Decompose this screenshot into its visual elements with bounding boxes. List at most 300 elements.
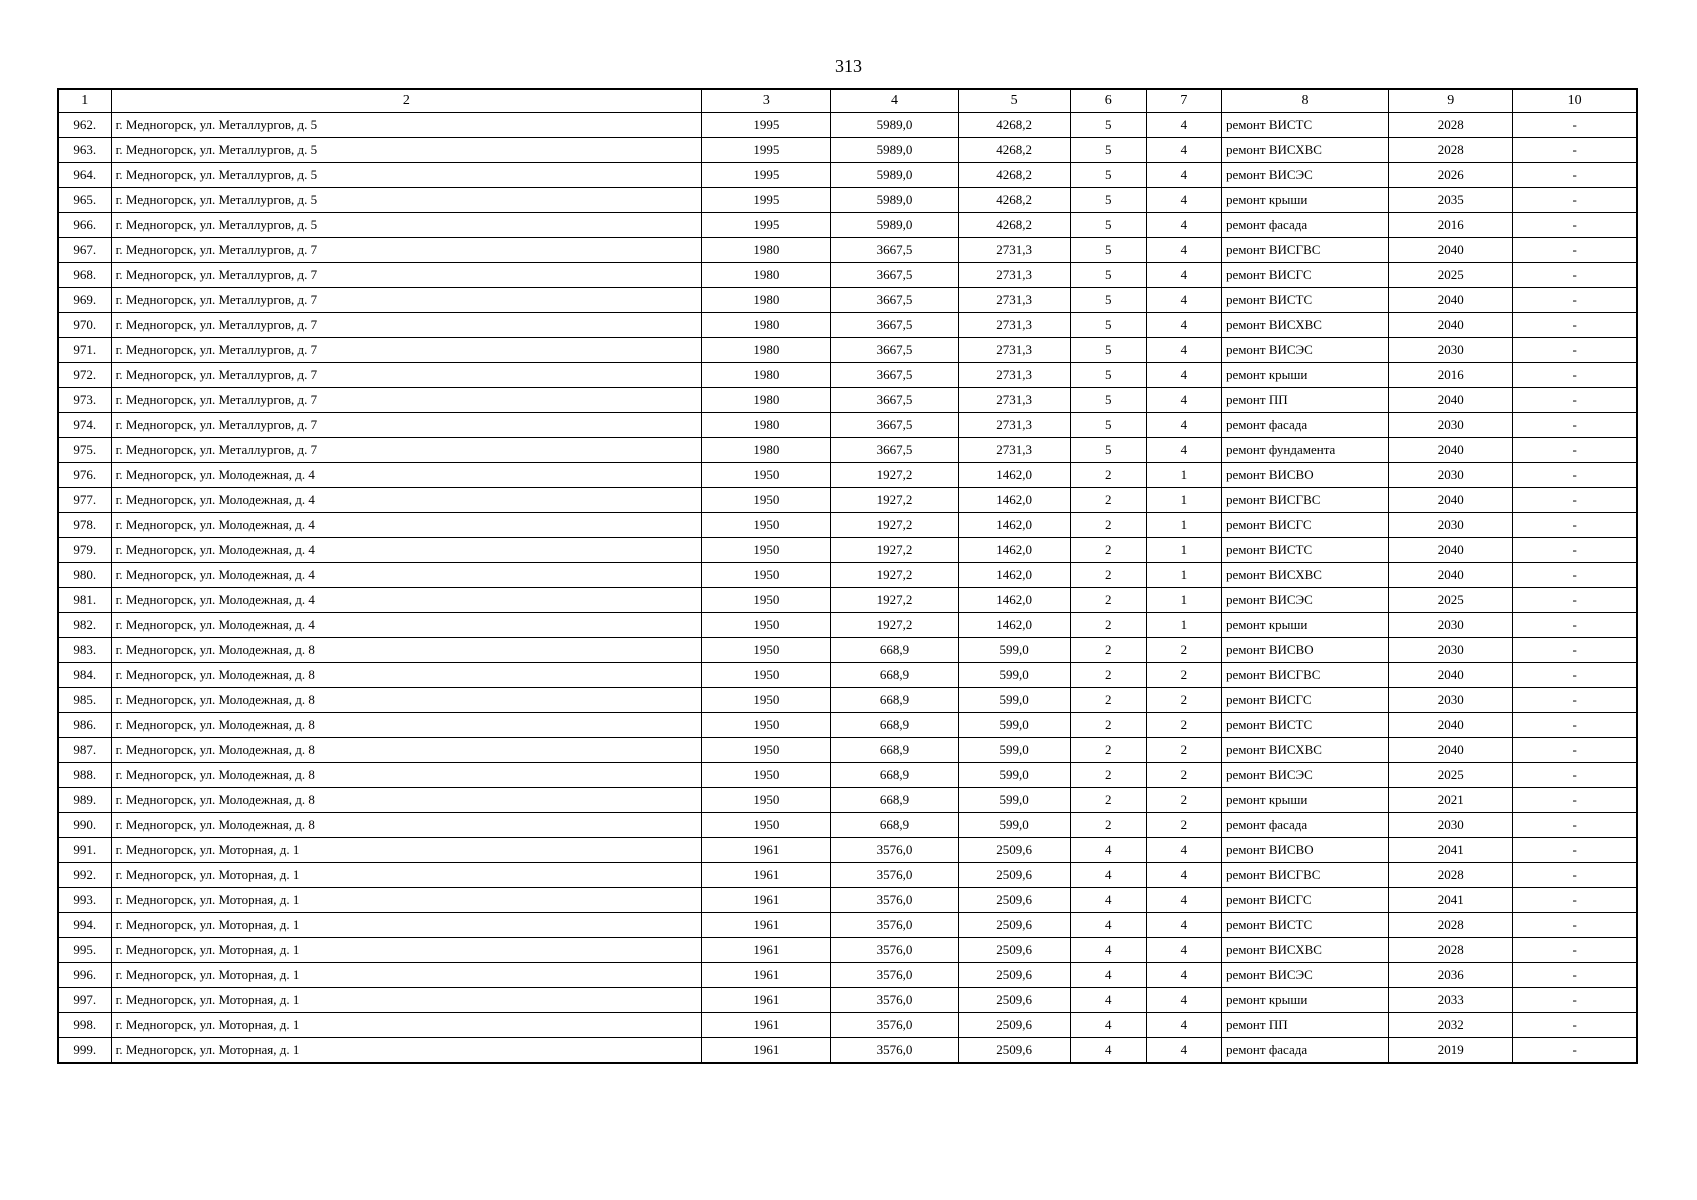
cell-living-area: 599,0 [958,788,1070,813]
cell-work-type: ремонт ВИСТС [1221,113,1388,138]
cell-total-area: 1927,2 [831,538,958,563]
table-row [58,138,1637,163]
table-row [58,238,1637,263]
cell-address: г. Медногорск, ул. Моторная, д. 1 [111,988,702,1013]
cell-work-type: ремонт ВИСТС [1221,288,1388,313]
cell-year-built: 1950 [702,488,831,513]
cell-floors: 5 [1070,138,1146,163]
cell-floors: 4 [1070,888,1146,913]
cell-row-number: 971. [58,338,111,363]
table-body [58,113,1637,1064]
cell-living-area: 1462,0 [958,513,1070,538]
cell-entrances: 1 [1146,613,1221,638]
cell-work-type: ремонт фасада [1221,413,1388,438]
cell-planned-year: 2041 [1389,888,1513,913]
cell-living-area: 2509,6 [958,963,1070,988]
cell-year-built: 1980 [702,388,831,413]
cell-year-built: 1950 [702,713,831,738]
cell-living-area: 2509,6 [958,863,1070,888]
table-row [58,788,1637,813]
cell-year-built: 1950 [702,538,831,563]
cell-planned-year: 2021 [1389,788,1513,813]
cell-year-built: 1995 [702,163,831,188]
cell-work-type: ремонт ВИСВО [1221,463,1388,488]
cell-planned-year: 2028 [1389,863,1513,888]
cell-entrances: 4 [1146,913,1221,938]
cell-note: - [1513,313,1637,338]
cell-entrances: 4 [1146,263,1221,288]
cell-row-number: 967. [58,238,111,263]
cell-entrances: 2 [1146,638,1221,663]
cell-floors: 4 [1070,913,1146,938]
cell-planned-year: 2040 [1389,388,1513,413]
cell-entrances: 4 [1146,313,1221,338]
cell-year-built: 1980 [702,313,831,338]
cell-year-built: 1950 [702,813,831,838]
cell-row-number: 963. [58,138,111,163]
cell-floors: 5 [1070,288,1146,313]
cell-total-area: 1927,2 [831,563,958,588]
cell-floors: 4 [1070,963,1146,988]
cell-year-built: 1961 [702,938,831,963]
cell-total-area: 3576,0 [831,1013,958,1038]
cell-planned-year: 2040 [1389,713,1513,738]
cell-year-built: 1980 [702,413,831,438]
cell-total-area: 3576,0 [831,938,958,963]
cell-year-built: 1995 [702,188,831,213]
cell-year-built: 1950 [702,788,831,813]
cell-floors: 4 [1070,863,1146,888]
cell-address: г. Медногорск, ул. Металлургов, д. 7 [111,388,702,413]
cell-living-area: 1462,0 [958,538,1070,563]
cell-total-area: 1927,2 [831,488,958,513]
table-row [58,938,1637,963]
cell-row-number: 968. [58,263,111,288]
cell-floors: 5 [1070,213,1146,238]
cell-note: - [1513,363,1637,388]
cell-work-type: ремонт ВИСВО [1221,838,1388,863]
cell-address: г. Медногорск, ул. Моторная, д. 1 [111,863,702,888]
cell-work-type: ремонт ВИСГС [1221,263,1388,288]
cell-total-area: 5989,0 [831,213,958,238]
cell-entrances: 4 [1146,988,1221,1013]
cell-living-area: 2509,6 [958,913,1070,938]
cell-living-area: 2731,3 [958,438,1070,463]
cell-total-area: 668,9 [831,713,958,738]
cell-note: - [1513,488,1637,513]
table-row [58,763,1637,788]
cell-row-number: 988. [58,763,111,788]
cell-year-built: 1980 [702,263,831,288]
table-row [58,738,1637,763]
cell-living-area: 599,0 [958,663,1070,688]
cell-row-number: 975. [58,438,111,463]
cell-total-area: 3576,0 [831,863,958,888]
cell-year-built: 1961 [702,963,831,988]
cell-total-area: 5989,0 [831,163,958,188]
cell-living-area: 4268,2 [958,138,1070,163]
table-row [58,313,1637,338]
cell-year-built: 1950 [702,763,831,788]
cell-address: г. Медногорск, ул. Моторная, д. 1 [111,1013,702,1038]
table-row [58,288,1637,313]
cell-total-area: 3667,5 [831,238,958,263]
cell-address: г. Медногорск, ул. Молодежная, д. 4 [111,588,702,613]
cell-work-type: ремонт ВИСТС [1221,913,1388,938]
cell-work-type: ремонт ВИСЭС [1221,963,1388,988]
cell-living-area: 2731,3 [958,288,1070,313]
cell-row-number: 984. [58,663,111,688]
cell-address: г. Медногорск, ул. Металлургов, д. 5 [111,213,702,238]
cell-year-built: 1950 [702,513,831,538]
table-row [58,963,1637,988]
table-row [58,213,1637,238]
cell-work-type: ремонт ВИСТС [1221,538,1388,563]
cell-floors: 5 [1070,413,1146,438]
cell-living-area: 2509,6 [958,838,1070,863]
cell-year-built: 1995 [702,213,831,238]
cell-row-number: 981. [58,588,111,613]
cell-note: - [1513,513,1637,538]
cell-living-area: 2731,3 [958,263,1070,288]
cell-total-area: 668,9 [831,638,958,663]
cell-floors: 2 [1070,488,1146,513]
cell-address: г. Медногорск, ул. Металлургов, д. 7 [111,313,702,338]
cell-note: - [1513,988,1637,1013]
cell-address: г. Медногорск, ул. Молодежная, д. 4 [111,538,702,563]
cell-note: - [1513,163,1637,188]
cell-planned-year: 2030 [1389,463,1513,488]
cell-planned-year: 2040 [1389,438,1513,463]
cell-total-area: 668,9 [831,763,958,788]
cell-planned-year: 2025 [1389,263,1513,288]
cell-total-area: 668,9 [831,688,958,713]
cell-floors: 2 [1070,563,1146,588]
cell-work-type: ремонт ВИСГВС [1221,663,1388,688]
cell-work-type: ремонт ВИСЭС [1221,163,1388,188]
cell-note: - [1513,913,1637,938]
cell-total-area: 1927,2 [831,463,958,488]
table-row [58,913,1637,938]
cell-work-type: ремонт ВИСЭС [1221,338,1388,363]
cell-floors: 2 [1070,813,1146,838]
cell-planned-year: 2028 [1389,938,1513,963]
cell-address: г. Медногорск, ул. Металлургов, д. 7 [111,263,702,288]
cell-note: - [1513,938,1637,963]
table-row [58,538,1637,563]
cell-planned-year: 2040 [1389,563,1513,588]
cell-work-type: ремонт крыши [1221,188,1388,213]
cell-planned-year: 2026 [1389,163,1513,188]
cell-floors: 2 [1070,463,1146,488]
cell-planned-year: 2035 [1389,188,1513,213]
cell-row-number: 980. [58,563,111,588]
cell-total-area: 3667,5 [831,288,958,313]
table-row [58,1013,1637,1038]
cell-address: г. Медногорск, ул. Молодежная, д. 8 [111,763,702,788]
cell-address: г. Медногорск, ул. Моторная, д. 1 [111,1038,702,1064]
cell-total-area: 3576,0 [831,838,958,863]
cell-work-type: ремонт ВИСВО [1221,638,1388,663]
table-row [58,163,1637,188]
cell-total-area: 3667,5 [831,313,958,338]
cell-entrances: 2 [1146,738,1221,763]
cell-note: - [1513,1013,1637,1038]
cell-year-built: 1961 [702,838,831,863]
cell-row-number: 969. [58,288,111,313]
cell-address: г. Медногорск, ул. Моторная, д. 1 [111,838,702,863]
cell-living-area: 599,0 [958,813,1070,838]
cell-planned-year: 2040 [1389,313,1513,338]
cell-year-built: 1961 [702,1013,831,1038]
table-row [58,563,1637,588]
cell-living-area: 2731,3 [958,363,1070,388]
cell-row-number: 990. [58,813,111,838]
cell-row-number: 989. [58,788,111,813]
cell-entrances: 4 [1146,838,1221,863]
cell-row-number: 997. [58,988,111,1013]
cell-row-number: 982. [58,613,111,638]
table-row [58,188,1637,213]
cell-planned-year: 2030 [1389,688,1513,713]
cell-total-area: 3576,0 [831,963,958,988]
cell-address: г. Медногорск, ул. Молодежная, д. 8 [111,688,702,713]
cell-note: - [1513,663,1637,688]
table-row [58,638,1637,663]
column-header-3: 3 [702,89,831,113]
cell-address: г. Медногорск, ул. Моторная, д. 1 [111,913,702,938]
cell-note: - [1513,813,1637,838]
cell-entrances: 4 [1146,338,1221,363]
table-row [58,438,1637,463]
cell-planned-year: 2040 [1389,488,1513,513]
cell-year-built: 1980 [702,363,831,388]
cell-work-type: ремонт ВИСХВС [1221,313,1388,338]
cell-floors: 2 [1070,513,1146,538]
cell-note: - [1513,588,1637,613]
table-row [58,263,1637,288]
page-number: 313 [835,56,862,76]
cell-address: г. Медногорск, ул. Молодежная, д. 8 [111,813,702,838]
cell-row-number: 983. [58,638,111,663]
cell-note: - [1513,563,1637,588]
cell-note: - [1513,288,1637,313]
cell-living-area: 2731,3 [958,238,1070,263]
cell-floors: 4 [1070,1013,1146,1038]
table-row [58,113,1637,138]
cell-floors: 2 [1070,713,1146,738]
cell-row-number: 966. [58,213,111,238]
cell-total-area: 5989,0 [831,188,958,213]
cell-floors: 2 [1070,613,1146,638]
cell-living-area: 1462,0 [958,613,1070,638]
cell-row-number: 970. [58,313,111,338]
cell-entrances: 4 [1146,888,1221,913]
cell-planned-year: 2040 [1389,288,1513,313]
cell-living-area: 599,0 [958,738,1070,763]
cell-total-area: 3576,0 [831,913,958,938]
cell-row-number: 972. [58,363,111,388]
cell-living-area: 599,0 [958,688,1070,713]
cell-entrances: 4 [1146,238,1221,263]
cell-living-area: 599,0 [958,763,1070,788]
cell-year-built: 1950 [702,563,831,588]
cell-note: - [1513,213,1637,238]
cell-living-area: 2509,6 [958,988,1070,1013]
cell-year-built: 1950 [702,663,831,688]
cell-total-area: 3576,0 [831,1038,958,1064]
table-row [58,1038,1637,1064]
cell-address: г. Медногорск, ул. Молодежная, д. 8 [111,713,702,738]
cell-work-type: ремонт крыши [1221,988,1388,1013]
cell-work-type: ремонт ВИСГС [1221,688,1388,713]
cell-row-number: 993. [58,888,111,913]
cell-work-type: ремонт фасада [1221,813,1388,838]
cell-entrances: 1 [1146,513,1221,538]
cell-address: г. Медногорск, ул. Молодежная, д. 4 [111,488,702,513]
cell-work-type: ремонт ВИСЭС [1221,763,1388,788]
cell-year-built: 1995 [702,138,831,163]
cell-address: г. Медногорск, ул. Металлургов, д. 7 [111,438,702,463]
cell-total-area: 1927,2 [831,613,958,638]
cell-row-number: 974. [58,413,111,438]
cell-address: г. Медногорск, ул. Металлургов, д. 7 [111,288,702,313]
cell-row-number: 964. [58,163,111,188]
cell-total-area: 3667,5 [831,388,958,413]
header-row [58,89,1637,113]
column-header-8: 8 [1221,89,1388,113]
cell-year-built: 1950 [702,688,831,713]
column-header-7: 7 [1146,89,1221,113]
cell-work-type: ремонт ВИСГВС [1221,488,1388,513]
table-row [58,463,1637,488]
cell-living-area: 1462,0 [958,488,1070,513]
cell-address: г. Медногорск, ул. Молодежная, д. 8 [111,788,702,813]
table-row [58,413,1637,438]
cell-row-number: 995. [58,938,111,963]
cell-floors: 5 [1070,313,1146,338]
cell-note: - [1513,888,1637,913]
cell-note: - [1513,713,1637,738]
cell-entrances: 4 [1146,163,1221,188]
table-row [58,363,1637,388]
cell-total-area: 3576,0 [831,988,958,1013]
cell-year-built: 1980 [702,338,831,363]
cell-year-built: 1950 [702,738,831,763]
column-header-5: 5 [958,89,1070,113]
cell-row-number: 973. [58,388,111,413]
cell-floors: 5 [1070,438,1146,463]
cell-floors: 4 [1070,938,1146,963]
cell-work-type: ремонт фасада [1221,1038,1388,1064]
cell-entrances: 4 [1146,963,1221,988]
cell-year-built: 1950 [702,588,831,613]
cell-year-built: 1995 [702,113,831,138]
cell-planned-year: 2030 [1389,338,1513,363]
cell-living-area: 2509,6 [958,1038,1070,1064]
cell-floors: 5 [1070,163,1146,188]
cell-entrances: 1 [1146,538,1221,563]
cell-floors: 5 [1070,388,1146,413]
cell-year-built: 1961 [702,888,831,913]
cell-year-built: 1961 [702,913,831,938]
cell-entrances: 4 [1146,1013,1221,1038]
cell-note: - [1513,338,1637,363]
cell-work-type: ремонт ПП [1221,388,1388,413]
table-row [58,988,1637,1013]
cell-living-area: 599,0 [958,713,1070,738]
cell-total-area: 3667,5 [831,338,958,363]
cell-living-area: 2731,3 [958,313,1070,338]
table-row [58,513,1637,538]
cell-total-area: 668,9 [831,813,958,838]
cell-work-type: ремонт фасада [1221,213,1388,238]
cell-address: г. Медногорск, ул. Молодежная, д. 4 [111,613,702,638]
cell-total-area: 1927,2 [831,513,958,538]
cell-floors: 2 [1070,763,1146,788]
table-row [58,888,1637,913]
cell-address: г. Медногорск, ул. Моторная, д. 1 [111,963,702,988]
cell-note: - [1513,413,1637,438]
cell-note: - [1513,188,1637,213]
cell-note: - [1513,388,1637,413]
cell-year-built: 1980 [702,238,831,263]
cell-floors: 2 [1070,788,1146,813]
cell-note: - [1513,438,1637,463]
cell-note: - [1513,863,1637,888]
cell-row-number: 987. [58,738,111,763]
cell-address: г. Медногорск, ул. Молодежная, д. 4 [111,463,702,488]
cell-floors: 2 [1070,688,1146,713]
cell-planned-year: 2041 [1389,838,1513,863]
cell-row-number: 985. [58,688,111,713]
cell-entrances: 4 [1146,388,1221,413]
cell-planned-year: 2033 [1389,988,1513,1013]
cell-address: г. Медногорск, ул. Металлургов, д. 7 [111,338,702,363]
cell-year-built: 1950 [702,463,831,488]
cell-planned-year: 2032 [1389,1013,1513,1038]
cell-total-area: 3667,5 [831,438,958,463]
cell-work-type: ремонт ВИСГС [1221,888,1388,913]
repair-schedule-table [57,88,1638,1064]
cell-row-number: 977. [58,488,111,513]
cell-note: - [1513,113,1637,138]
cell-work-type: ремонт фундамента [1221,438,1388,463]
cell-planned-year: 2025 [1389,763,1513,788]
cell-total-area: 5989,0 [831,138,958,163]
cell-year-built: 1961 [702,863,831,888]
cell-note: - [1513,538,1637,563]
cell-total-area: 668,9 [831,738,958,763]
cell-row-number: 998. [58,1013,111,1038]
table-row [58,813,1637,838]
cell-entrances: 4 [1146,363,1221,388]
cell-living-area: 2509,6 [958,888,1070,913]
column-header-9: 9 [1389,89,1513,113]
cell-planned-year: 2030 [1389,638,1513,663]
cell-living-area: 4268,2 [958,113,1070,138]
cell-note: - [1513,963,1637,988]
cell-entrances: 4 [1146,438,1221,463]
cell-planned-year: 2040 [1389,663,1513,688]
cell-work-type: ремонт ВИСГВС [1221,238,1388,263]
cell-entrances: 1 [1146,463,1221,488]
cell-entrances: 1 [1146,563,1221,588]
cell-living-area: 2731,3 [958,388,1070,413]
cell-floors: 4 [1070,838,1146,863]
cell-planned-year: 2028 [1389,913,1513,938]
cell-planned-year: 2028 [1389,113,1513,138]
